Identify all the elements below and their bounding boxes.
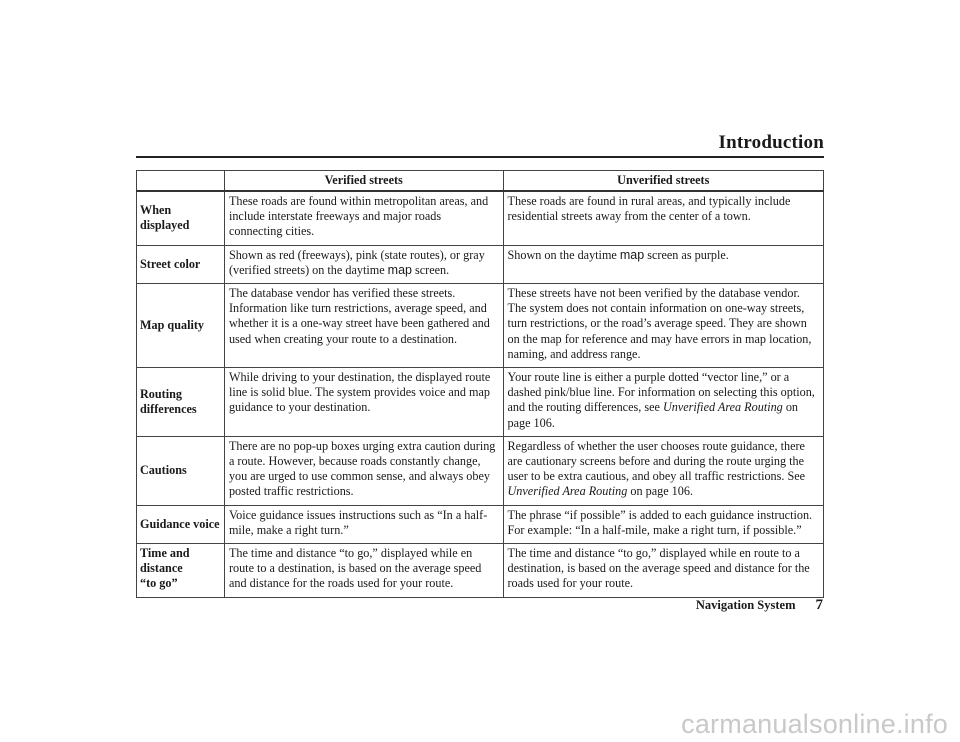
text: distance: [140, 561, 183, 576]
map-screen-name: map: [619, 247, 645, 262]
cell-verified-routing-differences: While driving to your destination, the displayed route line is solid blue. The system provides voice and map guidance to your destination.: [224, 368, 503, 437]
column-header-blank: [137, 171, 225, 192]
table-header-row: [137, 171, 824, 192]
row-label-guidance-voice: Guidance voice: [137, 505, 225, 543]
text: Regardless of whether the user chooses route guidance, there are cautionary screens before and during the route urging the user to be extra cautious, and obey all traffic restrictions. See: [507, 438, 806, 484]
row-label-when-displayed: When displayed: [137, 191, 225, 245]
cell-verified-street-color: [224, 245, 503, 283]
table-row: [137, 245, 824, 283]
table-row: [137, 368, 824, 437]
header-rule: [136, 156, 824, 158]
cell-unverified-map-quality: These streets have not been verified by the database vendor. The system does not contain information on one-way streets, turn restrictions, or the road’s average speed. They are shown on the map for reference and may have errors in map location, naming, and address range.: [503, 284, 824, 368]
watermark: carmanualsonline.info: [681, 709, 948, 739]
table-row: [137, 505, 824, 543]
row-label-street-color: Street color: [137, 245, 225, 283]
cell-unverified-when-displayed: These roads are found in rural areas, and typically include residential streets away from the center of a town.: [503, 191, 824, 245]
cell-verified-map-quality: The database vendor has verified these streets. Information like turn restrictions, average speed, and whether it is a one-way street have been gathered and used when creating your route to a destination.: [224, 284, 503, 368]
text: screen as purple.: [647, 247, 729, 262]
cell-verified-guidance-voice: Voice guidance issues instructions such as “In a half-mile, make a right turn.”: [224, 505, 503, 543]
cell-verified-time-and-distance: The time and distance “to go,” displayed while en route to a destination, is based on the average speed and distance for the roads used for your route.: [224, 544, 503, 598]
cell-unverified-routing-differences: [503, 368, 824, 437]
text: Your route line is either a purple dotted “vector line,” or a dashed pink/blue line. For information on selecting this option, and the routing differences, see: [507, 370, 815, 415]
text: “to go”: [140, 576, 178, 591]
row-label-routing-differences: Routing differences: [137, 368, 225, 437]
page-reference: Unverified Area Routing: [662, 400, 783, 415]
column-header-unverified: Unverified streets: [503, 171, 824, 192]
cell-unverified-guidance-voice: The phrase “if possible” is added to each guidance instruction. For example: “In a half-mile, make a right turn, if possible.”: [503, 505, 824, 543]
table-row: [137, 191, 824, 245]
table-row: [137, 436, 824, 505]
map-screen-name: map: [387, 262, 412, 277]
text: Shown on the daytime: [507, 247, 617, 262]
cell-unverified-cautions: [503, 436, 824, 505]
cell-verified-when-displayed: These roads are found within metropolitan areas, and include interstate freeways and major roads connecting cities.: [224, 191, 503, 245]
page-number: 7: [815, 597, 823, 613]
row-label-map-quality: Map quality: [137, 284, 225, 368]
text: on page 106.: [630, 484, 693, 499]
page-title: Introduction: [718, 132, 824, 153]
text: on page 106.: [507, 400, 799, 430]
cell-unverified-street-color: [503, 245, 824, 283]
footer-section-name: Navigation System: [695, 598, 796, 612]
page-footer: [696, 597, 823, 614]
table-row: [137, 284, 824, 368]
row-label-cautions: Cautions: [137, 436, 225, 505]
cell-unverified-time-and-distance: The time and distance “to go,” displayed while en route to a destination, is based on the average speed and distance for the roads used for your route.: [503, 544, 824, 598]
streets-comparison-table: [136, 170, 824, 598]
row-label-time-and-distance: [137, 544, 225, 598]
table-row: [137, 544, 824, 598]
text: screen.: [415, 262, 450, 277]
text: Shown as red (freeways), pink (state routes), or gray (verified streets) on the daytime: [228, 247, 485, 277]
text: Time and: [140, 546, 190, 561]
column-header-verified: Verified streets: [224, 171, 503, 192]
cell-verified-cautions: There are no pop-up boxes urging extra caution during a route. However, because roads constantly change, you are urged to use common sense, and always obey posted traffic restrictions.: [224, 436, 503, 505]
page-reference: Unverified Area Routing: [507, 484, 628, 499]
